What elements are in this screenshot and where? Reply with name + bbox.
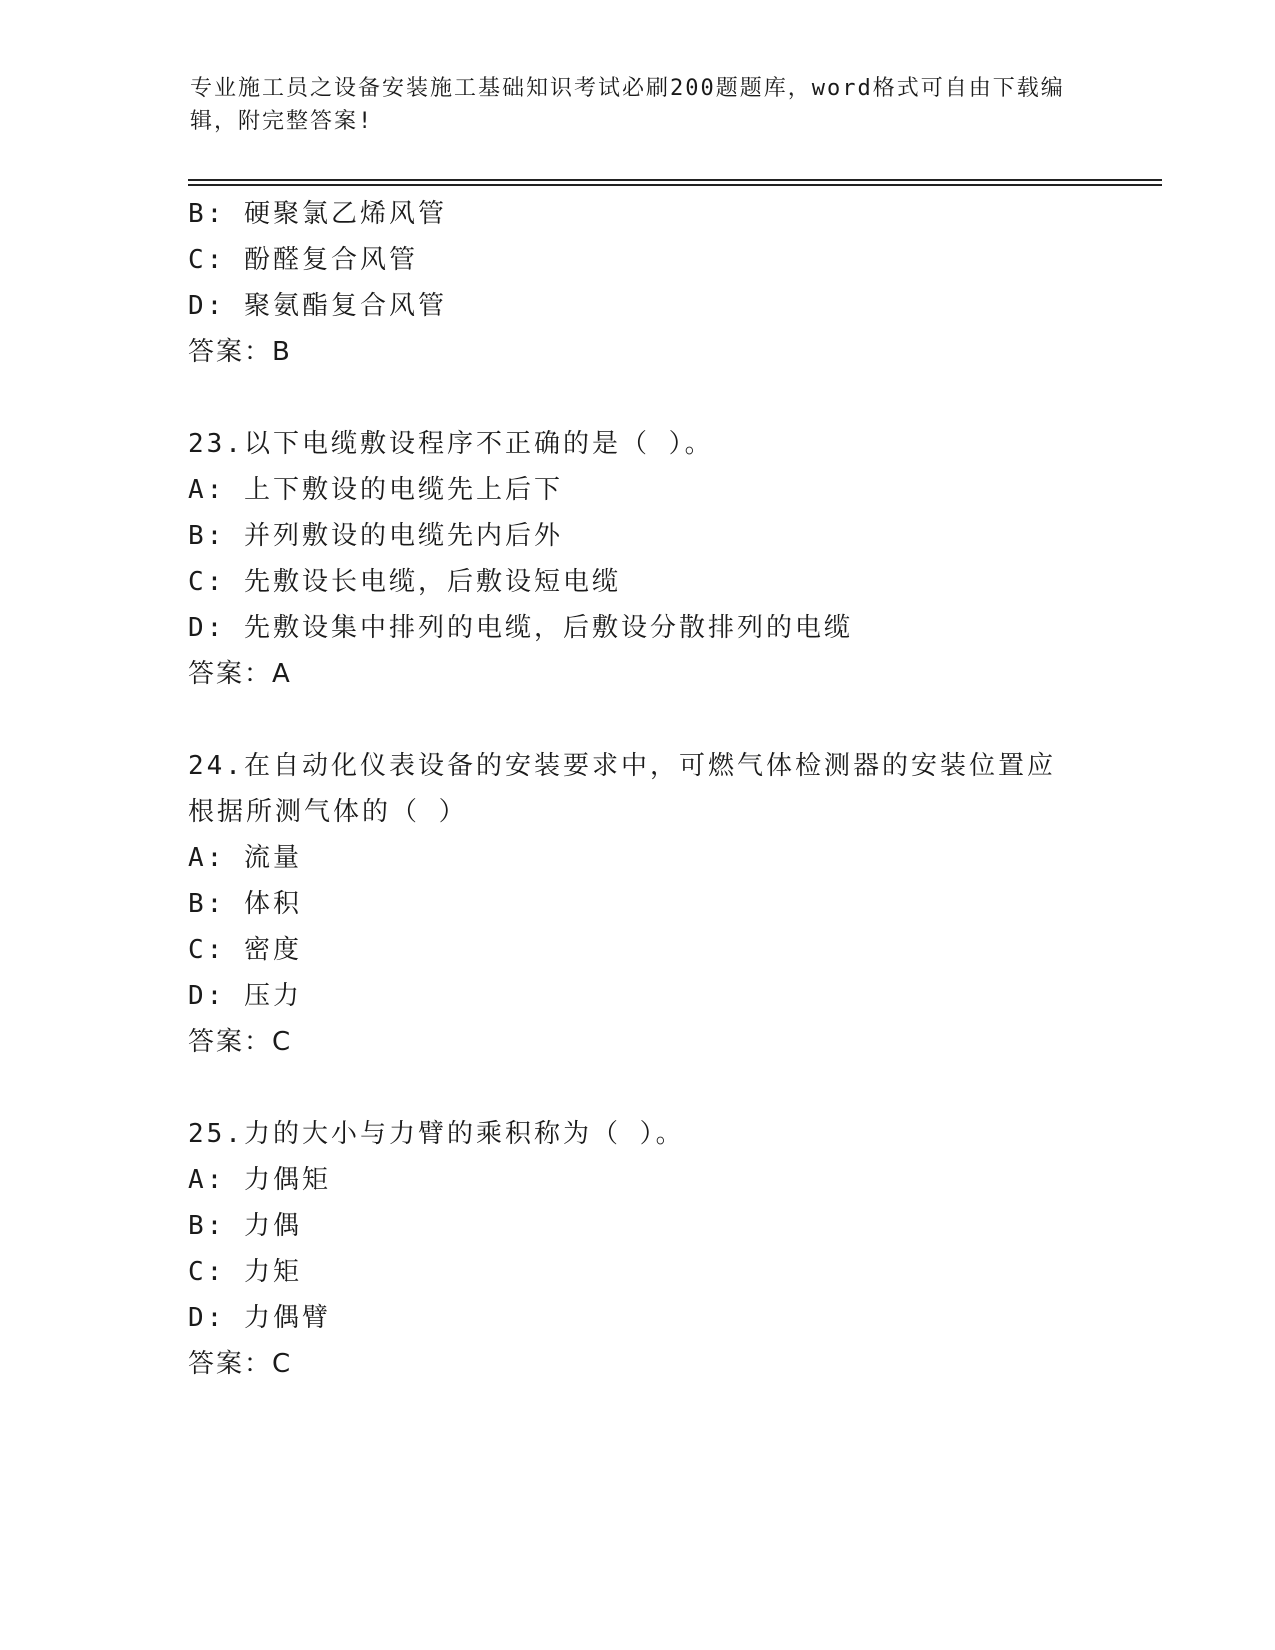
carryover-question xyxy=(188,191,1148,375)
question-content xyxy=(188,191,1148,1387)
option-a: A: 上下敷设的电缆先上后下 xyxy=(188,475,563,505)
option-d: D: 力偶臂 xyxy=(188,1303,331,1333)
option-c: C: 密度 xyxy=(188,935,302,965)
option-b: B: 力偶 xyxy=(188,1211,302,1241)
option-b: B: 并列敷设的电缆先内后外 xyxy=(188,521,563,551)
answer-line: 答案：C xyxy=(188,1027,293,1057)
document-header: 专业施工员之设备安装施工基础知识考试必刷200题题库，word格式可自由下载编辑，附完整答案! xyxy=(190,76,1065,134)
option-c: C: 酚醛复合风管 xyxy=(188,245,418,275)
option-c: C: 先敷设长电缆，后敷设短电缆 xyxy=(188,567,621,597)
question-23 xyxy=(188,421,1148,697)
question-25 xyxy=(188,1111,1148,1387)
question-24 xyxy=(188,743,1148,1065)
spacer xyxy=(188,697,1148,743)
spacer xyxy=(188,1065,1148,1111)
question-stem: 24.在自动化仪表设备的安装要求中，可燃气体检测器的安装位置应根据所测气体的（ ） xyxy=(188,751,1056,827)
option-d: D: 聚氨酯复合风管 xyxy=(188,291,447,321)
option-d: D: 压力 xyxy=(188,981,302,1011)
option-b: B: 体积 xyxy=(188,889,302,919)
option-a: A: 力偶矩 xyxy=(188,1165,331,1195)
option-d: D: 先敷设集中排列的电缆，后敷设分散排列的电缆 xyxy=(188,613,853,643)
option-a: A: 流量 xyxy=(188,843,302,873)
question-stem: 23.以下电缆敷设程序不正确的是（ ）。 xyxy=(188,429,714,459)
header-divider-top xyxy=(188,179,1162,181)
spacer xyxy=(188,375,1148,421)
answer-line: 答案：A xyxy=(188,659,292,689)
answer-line: 答案：B xyxy=(188,337,292,367)
answer-line: 答案：C xyxy=(188,1349,293,1379)
option-c: C: 力矩 xyxy=(188,1257,302,1287)
question-stem: 25.力的大小与力臂的乘积称为（ ）。 xyxy=(188,1119,685,1149)
header-divider-bottom xyxy=(188,184,1162,186)
option-b: B: 硬聚氯乙烯风管 xyxy=(188,199,447,229)
